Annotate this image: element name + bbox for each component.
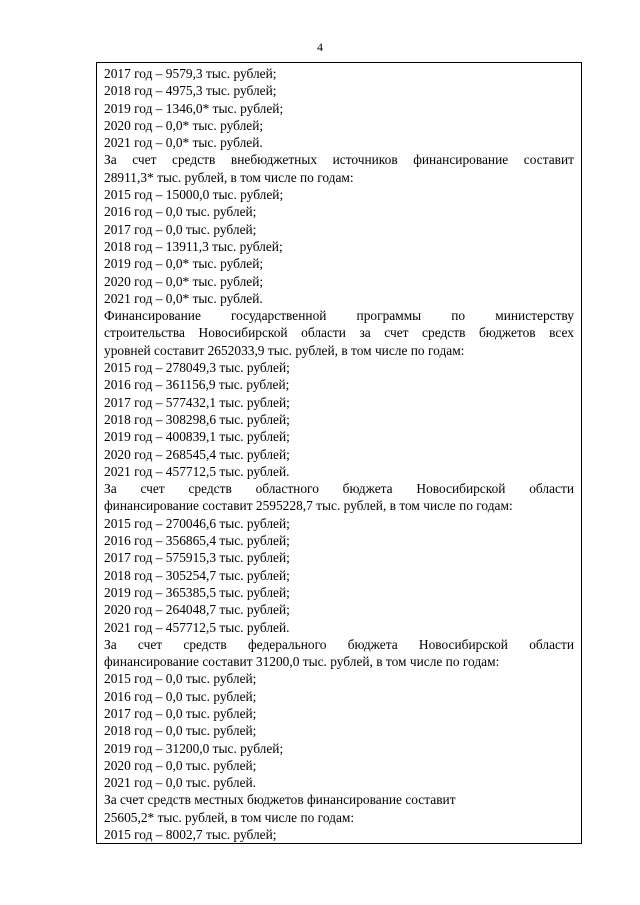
text-line: 2015 год – 15000,0 тыс. рублей; bbox=[104, 187, 284, 203]
text-line: 2017 год – 9579,3 тыс. рублей; bbox=[104, 66, 277, 81]
text-line: 2019 год – 365385,5 тыс. рублей; bbox=[104, 584, 290, 600]
text-line: 2020 год – 0,0 тыс. рублей; bbox=[104, 757, 257, 773]
text-line: 2017 год – 0,0 тыс. рублей; bbox=[104, 221, 257, 237]
text-line: уровней составит 2652033,9 тыс. рублей, в том числе по годам: bbox=[104, 342, 465, 358]
text-line: 2018 год – 0,0 тыс. рублей; bbox=[104, 723, 257, 739]
text-line: финансирование составит 2595228,7 тыс. рублей, в том числе по годам: bbox=[104, 498, 513, 514]
text-line: 2019 год – 400839,1 тыс. рублей; bbox=[104, 429, 290, 445]
text-line: 2018 год – 305254,7 тыс. рублей; bbox=[104, 567, 290, 583]
text-line: Финансирование государственной программы по министерству bbox=[104, 308, 574, 324]
text-line: 2021 год – 457712,5 тыс. рублей. bbox=[104, 463, 290, 479]
text-line: 2021 год – 0,0* тыс. рублей. bbox=[104, 135, 263, 151]
text-line: 2019 год – 1346,0* тыс. рублей; bbox=[104, 100, 284, 116]
text-line: 28911,3* тыс. рублей, в том числе по годам: bbox=[104, 169, 354, 185]
text-line: 2016 год – 0,0 тыс. рублей; bbox=[104, 204, 257, 220]
text-line: 2016 год – 0,0 тыс. рублей; bbox=[104, 688, 257, 704]
text-line: 2021 год – 0,0* тыс. рублей. bbox=[104, 290, 263, 306]
financing-text bbox=[104, 65, 574, 843]
text-line: 2018 год – 13911,3 тыс. рублей; bbox=[104, 238, 283, 254]
text-line: 2015 год – 278049,3 тыс. рублей; bbox=[104, 360, 290, 376]
text-line: 2016 год – 356865,4 тыс. рублей; bbox=[104, 533, 290, 549]
financing-table-cell bbox=[96, 62, 582, 844]
text-line: За счет средств местных бюджетов финансирование составит bbox=[104, 792, 456, 808]
text-line: 2020 год – 264048,7 тыс. рублей; bbox=[104, 602, 290, 618]
text-line: 2017 год – 577432,1 тыс. рублей; bbox=[104, 394, 290, 410]
text-line: строительства Новосибирской области за счет средств бюджетов всех bbox=[104, 325, 574, 341]
text-line: 25605,2* тыс. рублей, в том числе по годам: bbox=[104, 809, 355, 825]
text-line: За счет средств федерального бюджета Новосибирской области bbox=[104, 636, 574, 652]
text-line: 2015 год – 8002,7 тыс. рублей; bbox=[104, 827, 277, 843]
text-line: 2019 год – 0,0* тыс. рублей; bbox=[104, 256, 264, 272]
text-line: 2015 год – 0,0 тыс. рублей; bbox=[104, 671, 257, 687]
text-line: 2021 год – 0,0 тыс. рублей. bbox=[104, 775, 257, 791]
text-line: 2015 год – 270046,6 тыс. рублей; bbox=[104, 515, 290, 531]
text-line: За счет средств внебюджетных источников финансирование составит bbox=[104, 152, 574, 168]
text-line: 2017 год – 575915,3 тыс. рублей; bbox=[104, 550, 290, 566]
text-line: 2021 год – 457712,5 тыс. рублей. bbox=[104, 619, 290, 635]
text-line: За счет средств областного бюджета Новосибирской области bbox=[104, 481, 574, 497]
text-line: 2019 год – 31200,0 тыс. рублей; bbox=[104, 740, 284, 756]
text-line: 2020 год – 0,0* тыс. рублей; bbox=[104, 273, 264, 289]
text-line: 2018 год – 4975,3 тыс. рублей; bbox=[104, 83, 277, 99]
text-line: 2018 год – 308298,6 тыс. рублей; bbox=[104, 411, 290, 427]
text-line: 2016 год – 361156,9 тыс. рублей; bbox=[104, 377, 290, 393]
text-line: 2017 год – 0,0 тыс. рублей; bbox=[104, 705, 257, 721]
text-line: 2020 год – 268545,4 тыс. рублей; bbox=[104, 446, 290, 462]
text-line: финансирование составит 31200,0 тыс. рублей, в том числе по годам: bbox=[104, 654, 500, 670]
text-line: 2020 год – 0,0* тыс. рублей; bbox=[104, 117, 264, 133]
page-number: 4 bbox=[317, 40, 323, 54]
